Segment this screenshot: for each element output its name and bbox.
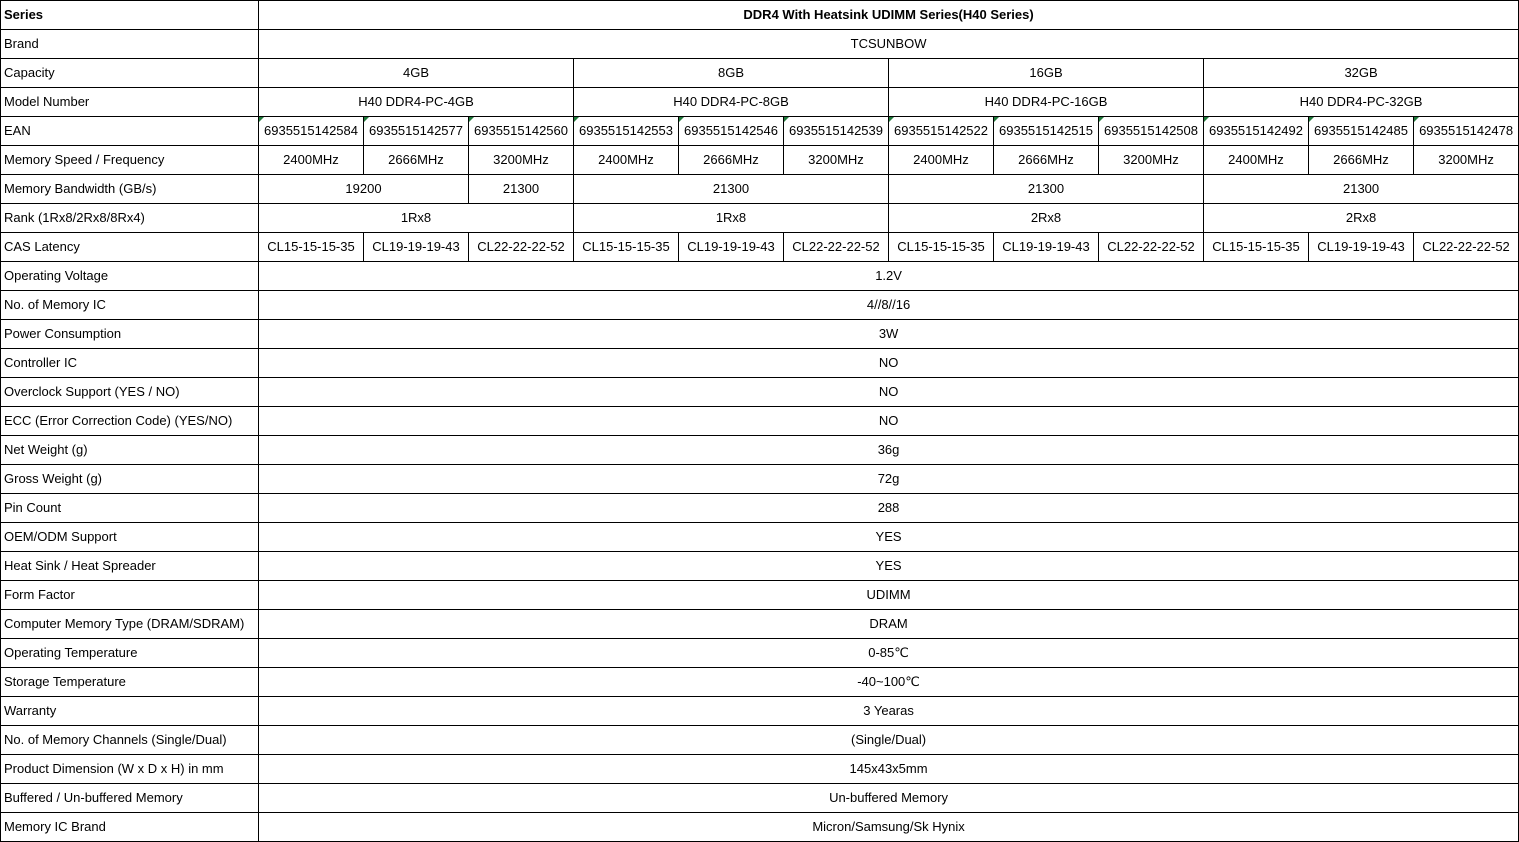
spec-label: Buffered / Un-buffered Memory <box>1 784 259 813</box>
speed-value: 2666MHz <box>1309 146 1414 175</box>
cas-value: CL15-15-15-35 <box>1204 233 1309 262</box>
spec-label: Power Consumption <box>1 320 259 349</box>
ean-label: EAN <box>1 117 259 146</box>
spec-value: (Single/Dual) <box>259 726 1519 755</box>
spec-label: Storage Temperature <box>1 668 259 697</box>
ean-value: 6935515142515 <box>994 117 1099 146</box>
ean-value: 6935515142478 <box>1414 117 1519 146</box>
model-number-value: H40 DDR4-PC-16GB <box>889 88 1204 117</box>
bandwidth-value: 21300 <box>889 175 1204 204</box>
spec-row <box>1 755 1519 784</box>
rank-value: 1Rx8 <box>574 204 889 233</box>
spec-value: NO <box>259 349 1519 378</box>
spec-row <box>1 523 1519 552</box>
brand-row <box>1 30 1519 59</box>
bandwidth-row <box>1 175 1519 204</box>
spec-value: 4//8//16 <box>259 291 1519 320</box>
spec-label: ECC (Error Correction Code) (YES/NO) <box>1 407 259 436</box>
ean-value: 6935515142546 <box>679 117 784 146</box>
speed-value: 2400MHz <box>1204 146 1309 175</box>
spec-label: No. of Memory IC <box>1 291 259 320</box>
spec-label: Heat Sink / Heat Spreader <box>1 552 259 581</box>
bandwidth-value: 21300 <box>1204 175 1519 204</box>
spec-row <box>1 697 1519 726</box>
spec-label: No. of Memory Channels (Single/Dual) <box>1 726 259 755</box>
spec-row <box>1 813 1519 842</box>
capacity-value: 4GB <box>259 59 574 88</box>
cas-label: CAS Latency <box>1 233 259 262</box>
bandwidth-label: Memory Bandwidth (GB/s) <box>1 175 259 204</box>
cas-value: CL19-19-19-43 <box>364 233 469 262</box>
spec-row <box>1 378 1519 407</box>
rank-row <box>1 204 1519 233</box>
series-row <box>1 1 1519 30</box>
speed-value: 3200MHz <box>1099 146 1204 175</box>
spec-label: Warranty <box>1 697 259 726</box>
speed-row <box>1 146 1519 175</box>
capacity-row <box>1 59 1519 88</box>
speed-value: 2666MHz <box>679 146 784 175</box>
speed-value: 2666MHz <box>994 146 1099 175</box>
rank-label: Rank (1Rx8/2Rx8/8Rx4) <box>1 204 259 233</box>
spec-row <box>1 320 1519 349</box>
spec-label: Operating Temperature <box>1 639 259 668</box>
spec-row <box>1 291 1519 320</box>
ean-row <box>1 117 1519 146</box>
speed-value: 3200MHz <box>784 146 889 175</box>
brand-value: TCSUNBOW <box>259 30 1519 59</box>
capacity-value: 8GB <box>574 59 889 88</box>
cas-value: CL15-15-15-35 <box>889 233 994 262</box>
ean-value: 6935515142492 <box>1204 117 1309 146</box>
spec-row <box>1 349 1519 378</box>
series-label: Series <box>1 1 259 30</box>
rank-value: 2Rx8 <box>1204 204 1519 233</box>
bandwidth-value: 21300 <box>469 175 574 204</box>
capacity-label: Capacity <box>1 59 259 88</box>
spec-label: Form Factor <box>1 581 259 610</box>
spec-row <box>1 262 1519 291</box>
brand-label: Brand <box>1 30 259 59</box>
cas-row <box>1 233 1519 262</box>
spec-row <box>1 581 1519 610</box>
cas-value: CL15-15-15-35 <box>574 233 679 262</box>
model-number-row <box>1 88 1519 117</box>
spec-row <box>1 465 1519 494</box>
spec-row <box>1 668 1519 697</box>
ean-value: 6935515142553 <box>574 117 679 146</box>
cas-value: CL15-15-15-35 <box>259 233 364 262</box>
ean-value: 6935515142522 <box>889 117 994 146</box>
cas-value: CL22-22-22-52 <box>1099 233 1204 262</box>
spec-value: -40~100℃ <box>259 668 1519 697</box>
spec-label: OEM/ODM Support <box>1 523 259 552</box>
spec-row <box>1 610 1519 639</box>
cas-value: CL19-19-19-43 <box>679 233 784 262</box>
series-value: DDR4 With Heatsink UDIMM Series(H40 Series) <box>259 1 1519 30</box>
spec-row <box>1 726 1519 755</box>
spec-value: 145x43x5mm <box>259 755 1519 784</box>
spec-label: Memory IC Brand <box>1 813 259 842</box>
speed-value: 2666MHz <box>364 146 469 175</box>
spec-value: NO <box>259 378 1519 407</box>
spec-value: NO <box>259 407 1519 436</box>
spec-row <box>1 494 1519 523</box>
ean-value: 6935515142539 <box>784 117 889 146</box>
cas-value: CL19-19-19-43 <box>994 233 1099 262</box>
spec-label: Controller IC <box>1 349 259 378</box>
spec-value: 3 Yearas <box>259 697 1519 726</box>
spec-row <box>1 407 1519 436</box>
spec-label: Net Weight (g) <box>1 436 259 465</box>
model-number-value: H40 DDR4-PC-4GB <box>259 88 574 117</box>
spec-value: DRAM <box>259 610 1519 639</box>
spec-value: 1.2V <box>259 262 1519 291</box>
spec-row <box>1 436 1519 465</box>
spec-row <box>1 784 1519 813</box>
spec-label: Operating Voltage <box>1 262 259 291</box>
speed-value: 2400MHz <box>574 146 679 175</box>
capacity-value: 16GB <box>889 59 1204 88</box>
model-number-label: Model Number <box>1 88 259 117</box>
model-number-value: H40 DDR4-PC-32GB <box>1204 88 1519 117</box>
spec-row <box>1 552 1519 581</box>
spec-value: 72g <box>259 465 1519 494</box>
rank-value: 2Rx8 <box>889 204 1204 233</box>
spec-label: Computer Memory Type (DRAM/SDRAM) <box>1 610 259 639</box>
rank-value: 1Rx8 <box>259 204 574 233</box>
spec-value: 36g <box>259 436 1519 465</box>
spec-value: YES <box>259 523 1519 552</box>
spec-value: UDIMM <box>259 581 1519 610</box>
spec-value: Un-buffered Memory <box>259 784 1519 813</box>
spec-row <box>1 639 1519 668</box>
ean-value: 6935515142485 <box>1309 117 1414 146</box>
spec-value: YES <box>259 552 1519 581</box>
speed-value: 2400MHz <box>889 146 994 175</box>
spec-value: 0-85℃ <box>259 639 1519 668</box>
bandwidth-value: 19200 <box>259 175 469 204</box>
bandwidth-value: 21300 <box>574 175 889 204</box>
cas-value: CL22-22-22-52 <box>1414 233 1519 262</box>
spec-value: Micron/Samsung/Sk Hynix <box>259 813 1519 842</box>
speed-value: 3200MHz <box>469 146 574 175</box>
spec-label: Product Dimension (W x D x H) in mm <box>1 755 259 784</box>
ean-value: 6935515142584 <box>259 117 364 146</box>
cas-value: CL22-22-22-52 <box>469 233 574 262</box>
cas-value: CL19-19-19-43 <box>1309 233 1414 262</box>
spec-label: Overclock Support (YES / NO) <box>1 378 259 407</box>
speed-value: 2400MHz <box>259 146 364 175</box>
ean-value: 6935515142577 <box>364 117 469 146</box>
capacity-value: 32GB <box>1204 59 1519 88</box>
ean-value: 6935515142560 <box>469 117 574 146</box>
ean-value: 6935515142508 <box>1099 117 1204 146</box>
speed-value: 3200MHz <box>1414 146 1519 175</box>
spec-value: 288 <box>259 494 1519 523</box>
spec-label: Pin Count <box>1 494 259 523</box>
spec-label: Gross Weight (g) <box>1 465 259 494</box>
spec-value: 3W <box>259 320 1519 349</box>
cas-value: CL22-22-22-52 <box>784 233 889 262</box>
speed-label: Memory Speed / Frequency <box>1 146 259 175</box>
model-number-value: H40 DDR4-PC-8GB <box>574 88 889 117</box>
